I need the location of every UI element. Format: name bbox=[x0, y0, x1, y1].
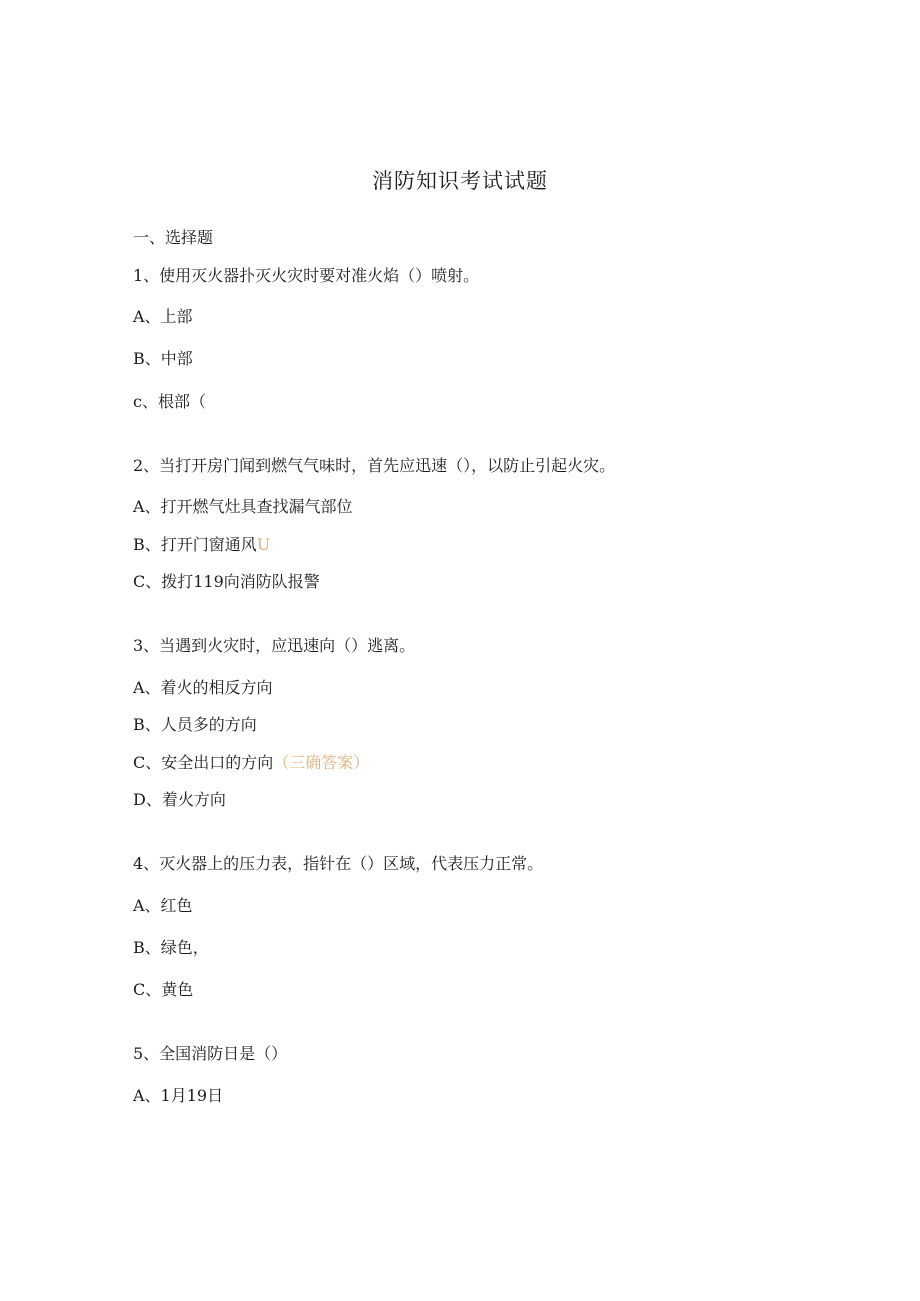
answer-mark: U bbox=[256, 535, 271, 554]
question-1-stem: 1、使用灭火器扑灭火灾时要对准火焰（）喷射。 bbox=[133, 266, 480, 285]
answer-mark: （三确答案） bbox=[273, 753, 370, 772]
question-1-option-a: A、上部 bbox=[133, 307, 193, 326]
question-2-option-b bbox=[133, 534, 270, 556]
question-4-stem: 4、灭火器上的压力表，指针在（）区域，代表压力正常。 bbox=[133, 854, 544, 873]
question-5-option-a: A、1月19日 bbox=[133, 1086, 224, 1105]
question-3-option-c bbox=[133, 752, 369, 774]
question-4-option-a: A、红色 bbox=[133, 896, 193, 915]
question-3-stem: 3、当遇到火灾时，应迅速向（）逃离。 bbox=[133, 636, 416, 655]
question-1-option-c: c、根部（ bbox=[133, 392, 206, 411]
question-1-option-b: B、中部 bbox=[133, 349, 193, 368]
question-3-option-d: D、着火方向 bbox=[133, 790, 226, 809]
question-4-option-b: B、绿色， bbox=[133, 938, 209, 957]
question-2-stem: 2、当打开房门闻到燃气气味时，首先应迅速（），以防止引起火灾。 bbox=[133, 456, 616, 475]
question-5-stem: 5、全国消防日是（） bbox=[133, 1044, 288, 1063]
question-4-option-c: C、黄色 bbox=[133, 980, 194, 999]
option-text: B、打开门窗通风 bbox=[133, 535, 257, 554]
page-title: 消防知识考试试题 bbox=[372, 169, 548, 193]
section-heading: 一、选择题 bbox=[133, 228, 214, 247]
question-2-option-c: C、拨打119向消防队报警 bbox=[133, 572, 320, 591]
question-2-option-a: A、打开燃气灶具查找漏气部位 bbox=[133, 497, 353, 516]
question-3-option-a: A、着火的相反方向 bbox=[133, 678, 273, 697]
question-3-option-b: B、人员多的方向 bbox=[133, 715, 257, 734]
option-text: C、安全出口的方向 bbox=[133, 753, 274, 772]
